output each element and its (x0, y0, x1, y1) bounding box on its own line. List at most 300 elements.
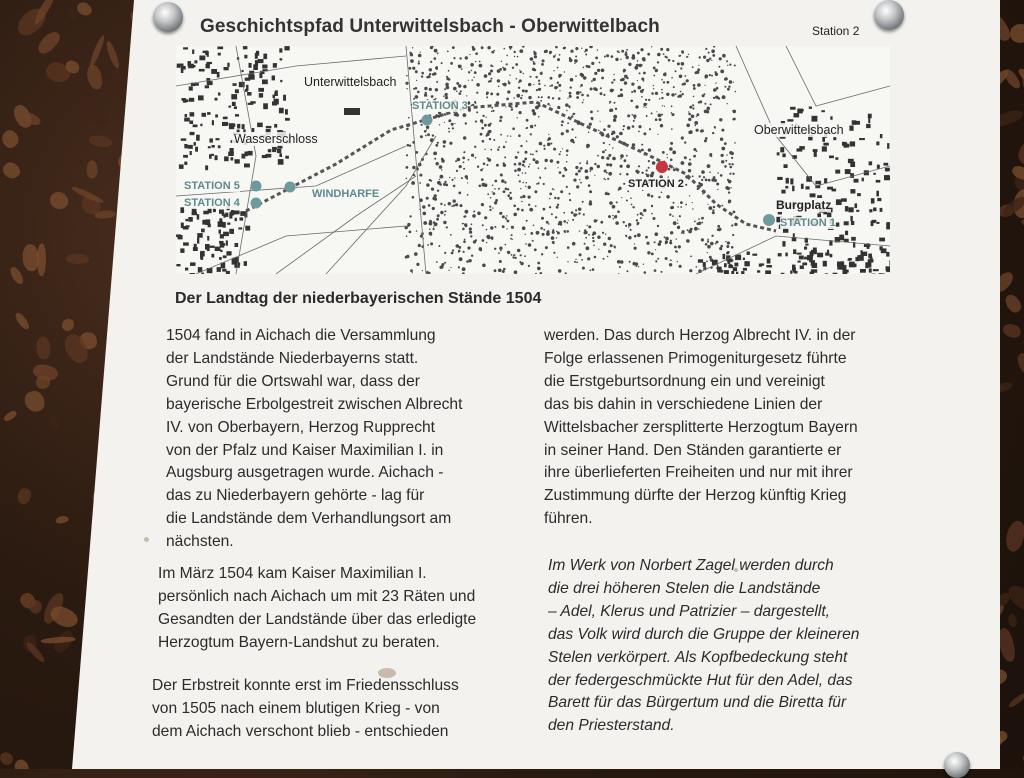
tree-dot (431, 95, 434, 98)
tree-dot (677, 206, 679, 208)
tree-dot (632, 54, 635, 57)
tree-dot (519, 111, 522, 114)
building (231, 157, 234, 160)
building (184, 118, 190, 122)
tree-dot (473, 77, 474, 78)
tree-dot (633, 90, 636, 93)
tree-dot (468, 259, 471, 262)
tree-dot (599, 62, 601, 64)
tree-dot (560, 190, 563, 193)
tree-dot (655, 69, 658, 72)
tree-dot (640, 217, 642, 219)
building (849, 126, 853, 131)
tree-dot (630, 229, 632, 231)
tree-dot (533, 225, 535, 227)
building (835, 170, 840, 174)
building (822, 137, 825, 142)
building (733, 267, 737, 271)
tree-dot (553, 148, 556, 151)
tree-dot (557, 197, 560, 200)
tree-dot (704, 103, 706, 105)
building (835, 157, 838, 160)
tree-dot (620, 260, 624, 264)
tree-dot (432, 134, 434, 136)
tree-dot (628, 227, 629, 228)
tree-dot (715, 82, 716, 83)
tree-dot (677, 62, 680, 65)
tree-dot (609, 201, 613, 205)
tree-dot (732, 110, 734, 112)
building (794, 113, 800, 117)
tree-dot (444, 88, 446, 90)
tree-dot (571, 115, 573, 117)
tree-dot (528, 204, 530, 206)
tree-dot (706, 107, 710, 111)
tree-dot (522, 195, 525, 198)
tree-dot (603, 178, 605, 180)
tree-dot (649, 128, 651, 130)
leaf (47, 188, 71, 212)
tree-dot (519, 261, 521, 263)
tree-dot (528, 83, 531, 86)
tree-dot (521, 95, 523, 97)
tree-dot (423, 221, 427, 225)
map-label-wasserschloss: Wasserschloss (232, 132, 320, 146)
tree-dot (522, 172, 523, 173)
tree-dot (409, 231, 412, 234)
tree-dot (707, 239, 709, 241)
tree-dot (592, 240, 594, 242)
tree-dot (563, 220, 566, 223)
tree-dot (590, 111, 593, 114)
tree-dot (520, 145, 522, 147)
tree-dot (488, 130, 491, 133)
tree-dot (512, 127, 515, 130)
building (179, 164, 184, 169)
building (262, 155, 268, 158)
tree-dot (537, 267, 541, 271)
tree-dot (545, 246, 548, 249)
tree-dot (422, 270, 423, 271)
leaf (66, 253, 89, 264)
tree-dot (582, 267, 585, 270)
tree-dot (653, 75, 655, 77)
tree-dot (532, 68, 535, 71)
tree-dot (430, 180, 432, 182)
tree-dot (728, 191, 730, 193)
tree-dot (640, 212, 643, 215)
building (263, 54, 267, 60)
tree-dot (481, 46, 484, 49)
tree-dot (598, 249, 599, 250)
tree-dot (458, 266, 460, 268)
building (869, 209, 872, 212)
tree-dot (718, 66, 720, 68)
tree-dot (519, 180, 521, 182)
tree-dot (556, 237, 557, 238)
building (285, 156, 289, 159)
building (225, 213, 228, 217)
tree-dot (713, 46, 715, 48)
building (797, 148, 803, 151)
building (727, 251, 729, 253)
building (280, 80, 282, 82)
tree-dot (567, 246, 570, 249)
building (244, 164, 250, 168)
tree-dot (697, 68, 700, 71)
tree-dot (688, 162, 692, 166)
tree-dot (638, 266, 639, 267)
tree-dot (455, 203, 458, 206)
tree-dot (503, 190, 506, 193)
tree-dot (701, 222, 703, 224)
tree-dot (444, 214, 446, 216)
tree-dot (450, 62, 453, 65)
tree-dot (716, 87, 719, 90)
tree-dot (509, 75, 510, 76)
tree-dot (608, 215, 611, 218)
tree-dot (506, 98, 509, 101)
building (249, 63, 252, 68)
tree-dot (641, 96, 643, 98)
tree-dot (508, 82, 511, 85)
tree-dot (585, 237, 587, 239)
map-label-station-5: STATION 5 (184, 180, 240, 192)
tree-dot (459, 165, 462, 168)
tree-dot (562, 148, 563, 149)
tree-dot (423, 212, 427, 216)
tree-dot (646, 107, 647, 108)
tree-dot (724, 142, 727, 145)
tree-dot (572, 242, 576, 246)
tree-dot (521, 201, 523, 203)
tree-dot (517, 208, 520, 211)
building (765, 270, 771, 274)
tree-dot (410, 53, 413, 56)
tree-dot (553, 55, 556, 58)
leaf (51, 89, 71, 105)
tree-dot (481, 203, 484, 206)
tree-dot (717, 265, 719, 267)
tree-dot (712, 54, 715, 57)
tree-dot (511, 108, 513, 110)
tree-dot (732, 234, 734, 236)
tree-dot (426, 183, 429, 186)
building (229, 123, 234, 129)
tree-dot (548, 223, 550, 225)
tree-dot (418, 60, 420, 62)
tree-dot (593, 231, 597, 235)
tree-dot (693, 96, 695, 98)
tree-dot (463, 168, 465, 170)
building (837, 265, 843, 270)
tree-dot (491, 51, 494, 54)
leaf (1015, 350, 1024, 378)
leaf (94, 210, 116, 220)
tree-dot (519, 49, 523, 53)
building (859, 138, 865, 140)
building (849, 262, 855, 268)
tree-dot (541, 63, 544, 66)
building (852, 120, 857, 125)
tree-dot (487, 46, 490, 49)
tree-dot (494, 180, 497, 183)
building (873, 269, 879, 271)
building (881, 248, 887, 253)
tree-dot (553, 189, 554, 190)
tree-dot (456, 82, 459, 85)
tree-dot (601, 156, 604, 159)
tree-dot (697, 222, 700, 225)
tree-dot (587, 257, 590, 260)
tree-dot (539, 142, 543, 146)
building (207, 236, 209, 241)
tree-dot (661, 271, 663, 273)
tree-dot (443, 145, 446, 148)
map-label-unterwittelsbach: Unterwittelsbach (302, 75, 398, 89)
tree-dot (493, 192, 496, 195)
building (880, 208, 883, 212)
tree-dot (608, 154, 611, 157)
tree-dot (689, 106, 692, 109)
leaf (47, 414, 62, 431)
tree-dot (551, 213, 553, 215)
tree-dot (714, 127, 715, 128)
tree-dot (526, 140, 528, 142)
tree-dot (621, 197, 622, 198)
tree-dot (494, 269, 497, 272)
building (876, 142, 879, 146)
tree-dot (643, 264, 644, 265)
tree-dot (726, 60, 728, 62)
building (813, 149, 818, 152)
tree-dot (457, 158, 461, 162)
tree-dot (645, 236, 648, 239)
tree-dot (444, 122, 445, 123)
tree-dot (509, 46, 513, 49)
tree-dot (490, 197, 492, 199)
tree-dot (603, 142, 605, 144)
tree-dot (505, 188, 508, 191)
tree-dot (703, 176, 705, 178)
tree-dot (439, 266, 442, 269)
tree-dot (429, 68, 432, 71)
building (782, 154, 785, 158)
map-label-windharfe: WINDHARFE (312, 188, 379, 200)
tree-dot (434, 49, 438, 53)
building (876, 191, 879, 197)
tree-dot (540, 272, 543, 274)
tree-dot (670, 142, 673, 145)
tree-dot (702, 94, 705, 97)
tree-dot (520, 188, 521, 189)
tree-dot (543, 229, 545, 231)
tree-dot (583, 99, 584, 100)
tree-dot (627, 114, 630, 117)
building (848, 259, 851, 261)
tree-dot (671, 77, 673, 79)
tree-dot (448, 131, 450, 133)
tree-dot (526, 119, 529, 122)
building (227, 223, 230, 225)
tree-dot (468, 109, 471, 112)
tree-dot (489, 206, 491, 208)
tree-dot (613, 74, 614, 75)
building (193, 65, 195, 67)
building (185, 114, 187, 117)
tree-dot (514, 51, 516, 53)
tree-dot (475, 61, 476, 62)
tree-dot (710, 242, 714, 246)
tree-dot (579, 121, 580, 122)
tree-dot (440, 211, 443, 214)
tree-dot (526, 127, 528, 129)
leaf (62, 319, 74, 331)
tree-dot (451, 205, 453, 207)
tree-dot (541, 217, 544, 220)
building (245, 226, 250, 231)
tree-dot (406, 178, 408, 180)
building (231, 210, 234, 215)
tree-dot (722, 54, 726, 58)
tree-dot (665, 237, 669, 241)
tree-dot (450, 234, 452, 236)
building (189, 121, 193, 125)
leaf (37, 243, 47, 276)
tree-dot (709, 256, 712, 259)
tree-dot (486, 117, 487, 118)
building-marker (344, 108, 360, 115)
tree-dot (518, 87, 520, 89)
tree-dot (597, 165, 600, 168)
tree-dot (586, 160, 588, 162)
tree-dot (707, 164, 711, 168)
building (231, 94, 237, 99)
building (792, 265, 796, 271)
tree-dot (566, 149, 569, 152)
tree-dot (647, 53, 650, 56)
tree-dot (588, 234, 590, 236)
tree-dot (559, 153, 561, 155)
tree-dot (616, 201, 618, 203)
tree-dot (668, 59, 671, 62)
tree-dot (553, 252, 555, 254)
tree-dot (584, 231, 587, 234)
building (232, 102, 236, 106)
tree-dot (503, 162, 505, 164)
building (845, 169, 851, 174)
building (242, 70, 244, 72)
tree-dot (550, 77, 553, 80)
tree-dot (510, 106, 512, 108)
tree-dot (728, 180, 732, 184)
tree-dot (590, 167, 594, 171)
tree-dot (686, 79, 689, 82)
building (806, 186, 810, 189)
tree-dot (456, 170, 458, 172)
tree-dot (672, 151, 676, 155)
building (879, 238, 885, 242)
tree-dot (426, 126, 429, 129)
tree-dot (568, 105, 570, 107)
tree-dot (507, 135, 508, 136)
building (823, 261, 827, 267)
tree-dot (511, 254, 513, 256)
tree-dot (490, 226, 493, 229)
tree-dot (728, 201, 730, 203)
tree-dot (472, 214, 476, 218)
tree-dot (681, 50, 684, 53)
tree-dot (662, 105, 663, 106)
tree-dot (518, 162, 521, 165)
building (782, 241, 785, 247)
tree-dot (415, 70, 418, 73)
tree-dot (477, 166, 479, 168)
tree-dot (725, 186, 729, 190)
tree-dot (612, 215, 614, 217)
tree-dot (548, 96, 551, 99)
tree-dot (467, 194, 469, 196)
tree-dot (600, 87, 602, 89)
leaf (1014, 135, 1024, 168)
tree-dot (725, 160, 727, 162)
tree-dot (536, 89, 538, 91)
tree-dot (613, 79, 615, 81)
tree-dot (717, 172, 719, 174)
leaf (1003, 292, 1024, 315)
tree-dot (484, 216, 487, 219)
tree-dot (705, 137, 708, 140)
building (848, 159, 854, 163)
tree-dot (705, 243, 708, 246)
building (194, 244, 197, 249)
tree-dot (672, 60, 674, 62)
building (239, 82, 245, 87)
building (259, 93, 263, 98)
building (698, 259, 703, 262)
tree-dot (484, 74, 488, 78)
tree-dot (680, 201, 683, 204)
tree-dot (726, 245, 729, 248)
tree-dot (523, 182, 525, 184)
tree-dot (552, 188, 554, 190)
tree-dot (513, 205, 516, 208)
tree-dot (557, 58, 560, 61)
tree-dot (684, 141, 686, 143)
tree-dot (628, 63, 631, 66)
tree-dot (461, 177, 463, 179)
tree-dot (592, 237, 594, 239)
tree-dot (673, 167, 675, 169)
building (814, 152, 817, 157)
tree-dot (540, 178, 541, 179)
tree-dot (446, 86, 450, 90)
tree-dot (559, 171, 562, 174)
tree-dot (640, 90, 643, 93)
building (862, 178, 864, 182)
tree-dot (623, 125, 625, 127)
tree-dot (515, 63, 518, 66)
tree-dot (615, 108, 617, 110)
building (200, 124, 202, 127)
tree-dot (601, 77, 604, 80)
tree-dot (430, 242, 433, 245)
tree-dot (685, 184, 687, 186)
tree-dot (613, 246, 615, 248)
tree-dot (670, 240, 672, 242)
building (226, 122, 228, 125)
tree-dot (643, 106, 644, 107)
